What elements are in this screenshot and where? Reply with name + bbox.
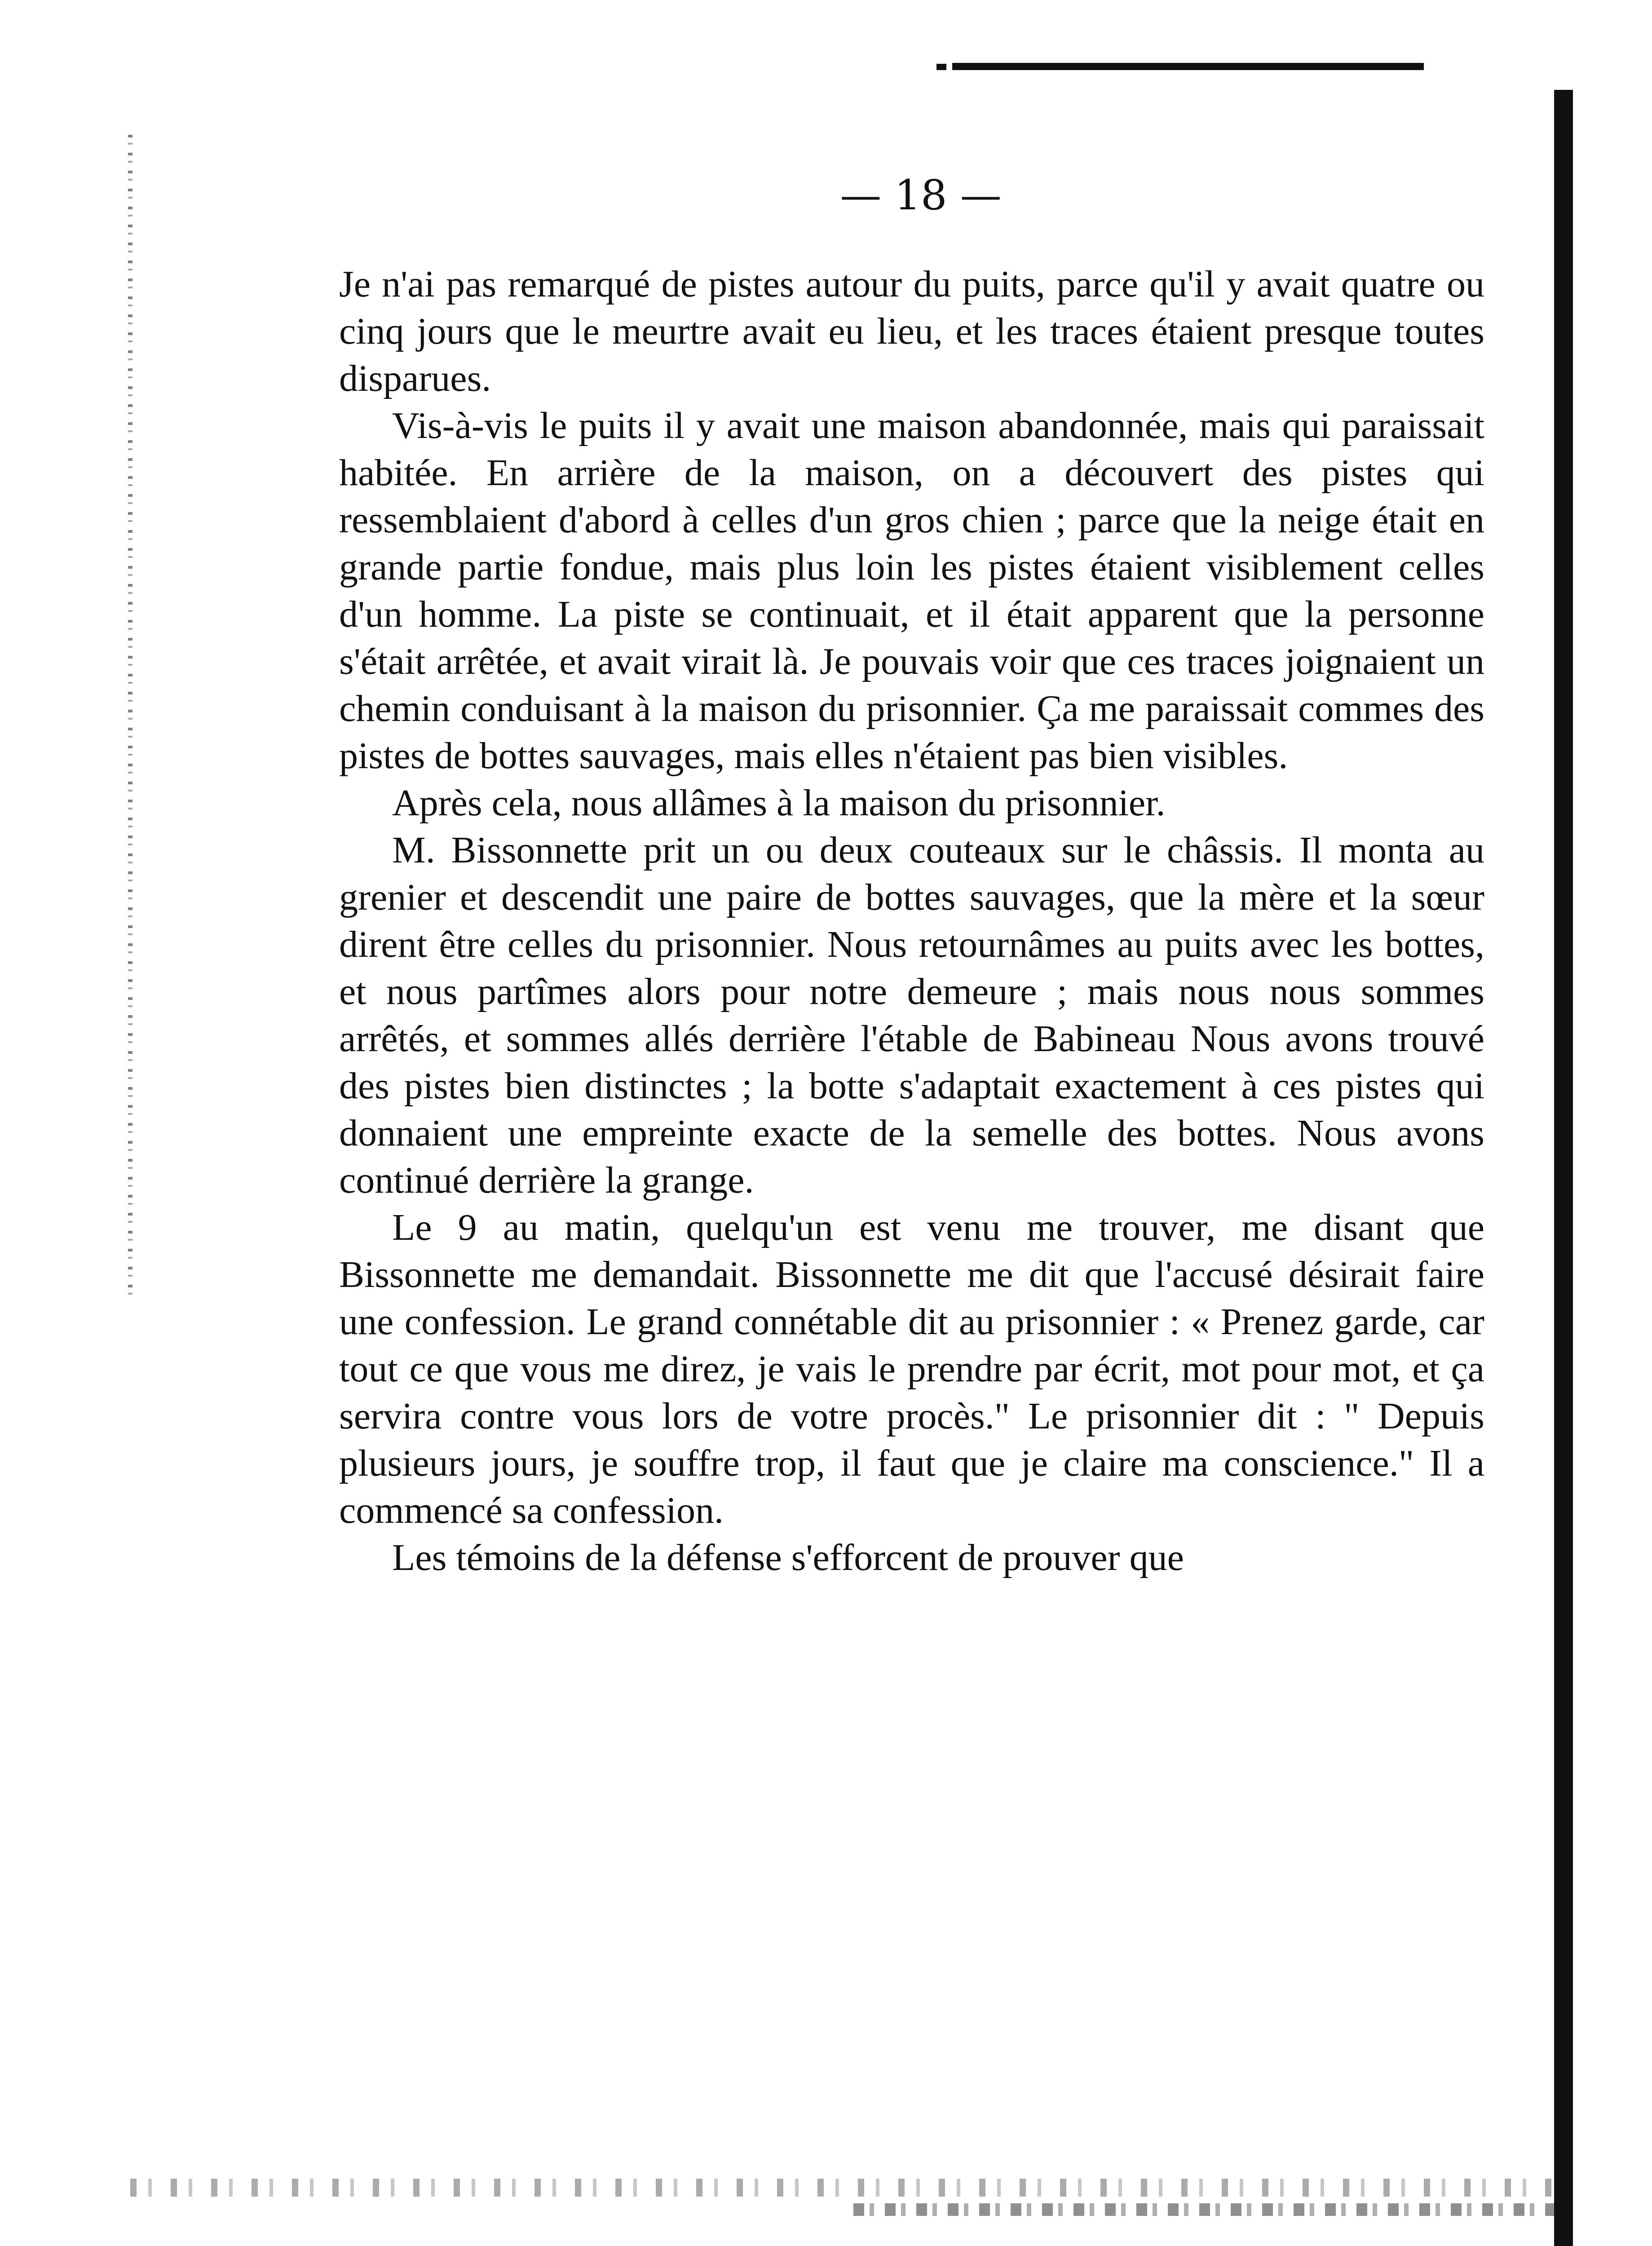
scan-artifact-left-noise: [128, 135, 133, 1303]
paragraph: Après cela, nous allâmes à la maison du prisonnier.: [392, 782, 1166, 824]
paragraph: Vis-à-vis le puits il y avait une maison abandonnée, mais qui paraissait habitée. En arrière de la maison, on a découvert des pistes qui ressemblaient d'abord à celles d'un gros chien ; parce que la neige était en grande partie fondue, mais plus loin les pistes étaient visiblement celles d'un homme. La piste se continuait, et il était apparent que la personne s'était arrêtée, et avait virait là. Je pouvais voir que ces traces joignaient un chemin conduisant à la maison du prisonnier. Ça me paraissait commes des pistes de bottes sauvages, mais elles n'étaient pas bien visibles.: [339, 405, 1484, 777]
paragraph: Je n'ai pas remarqué de pistes autour du puits, parce qu'il y avait quatre ou cinq jours que le meurtre avait eu lieu, et les traces étaient presque toutes disparues.: [339, 263, 1484, 399]
paragraph: M. Bissonnette prit un ou deux couteaux sur le châssis. Il monta au grenier et descendit une paire de bottes sauvages, que la mère et la sœur dirent être celles du prisonnier. Nous retournâmes au puits avec les bottes, et nous partîmes alors pour notre demeure ; mais nous nous sommes arrêtés, et sommes allés derrière l'étable de Babineau Nous avons trouvé des pistes bien distinctes ; la botte s'adaptait exactement à ces pistes qui donnaient une empreinte exacte de la semelle des bottes. Nous avons continué derrière la grange.: [339, 829, 1484, 1201]
scan-artifact-top-dot: [1406, 64, 1412, 70]
page-body-text: [339, 261, 1484, 1581]
scan-artifact-top-dot: [936, 64, 946, 70]
page-number: — 18 —: [840, 171, 1002, 219]
paragraph: Le 9 au matin, quelqu'un est venu me trouver, me disant que Bissonnette me demandait. Bissonnette me dit que l'accusé désirait faire une confession. Le grand connétable dit au prisonnier : « Prenez garde, car tout ce que vous me direz, je vais le prendre par écrit, mot pour mot, et ça servira contre vous lors de votre procès." Le prisonnier dit : " Depuis plusieurs jours, je souffre trop, il faut que je claire ma conscience." Il a commencé sa confession.: [339, 1207, 1484, 1531]
scan-artifact-top-bar: [952, 63, 1424, 70]
scan-artifact-right-border: [1554, 90, 1573, 2246]
scan-artifact-bottom-noise: [130, 2179, 1554, 2197]
scan-artifact-bottom-noise: [853, 2203, 1554, 2216]
paragraph: Les témoins de la défense s'efforcent de prouver que: [392, 1537, 1184, 1578]
